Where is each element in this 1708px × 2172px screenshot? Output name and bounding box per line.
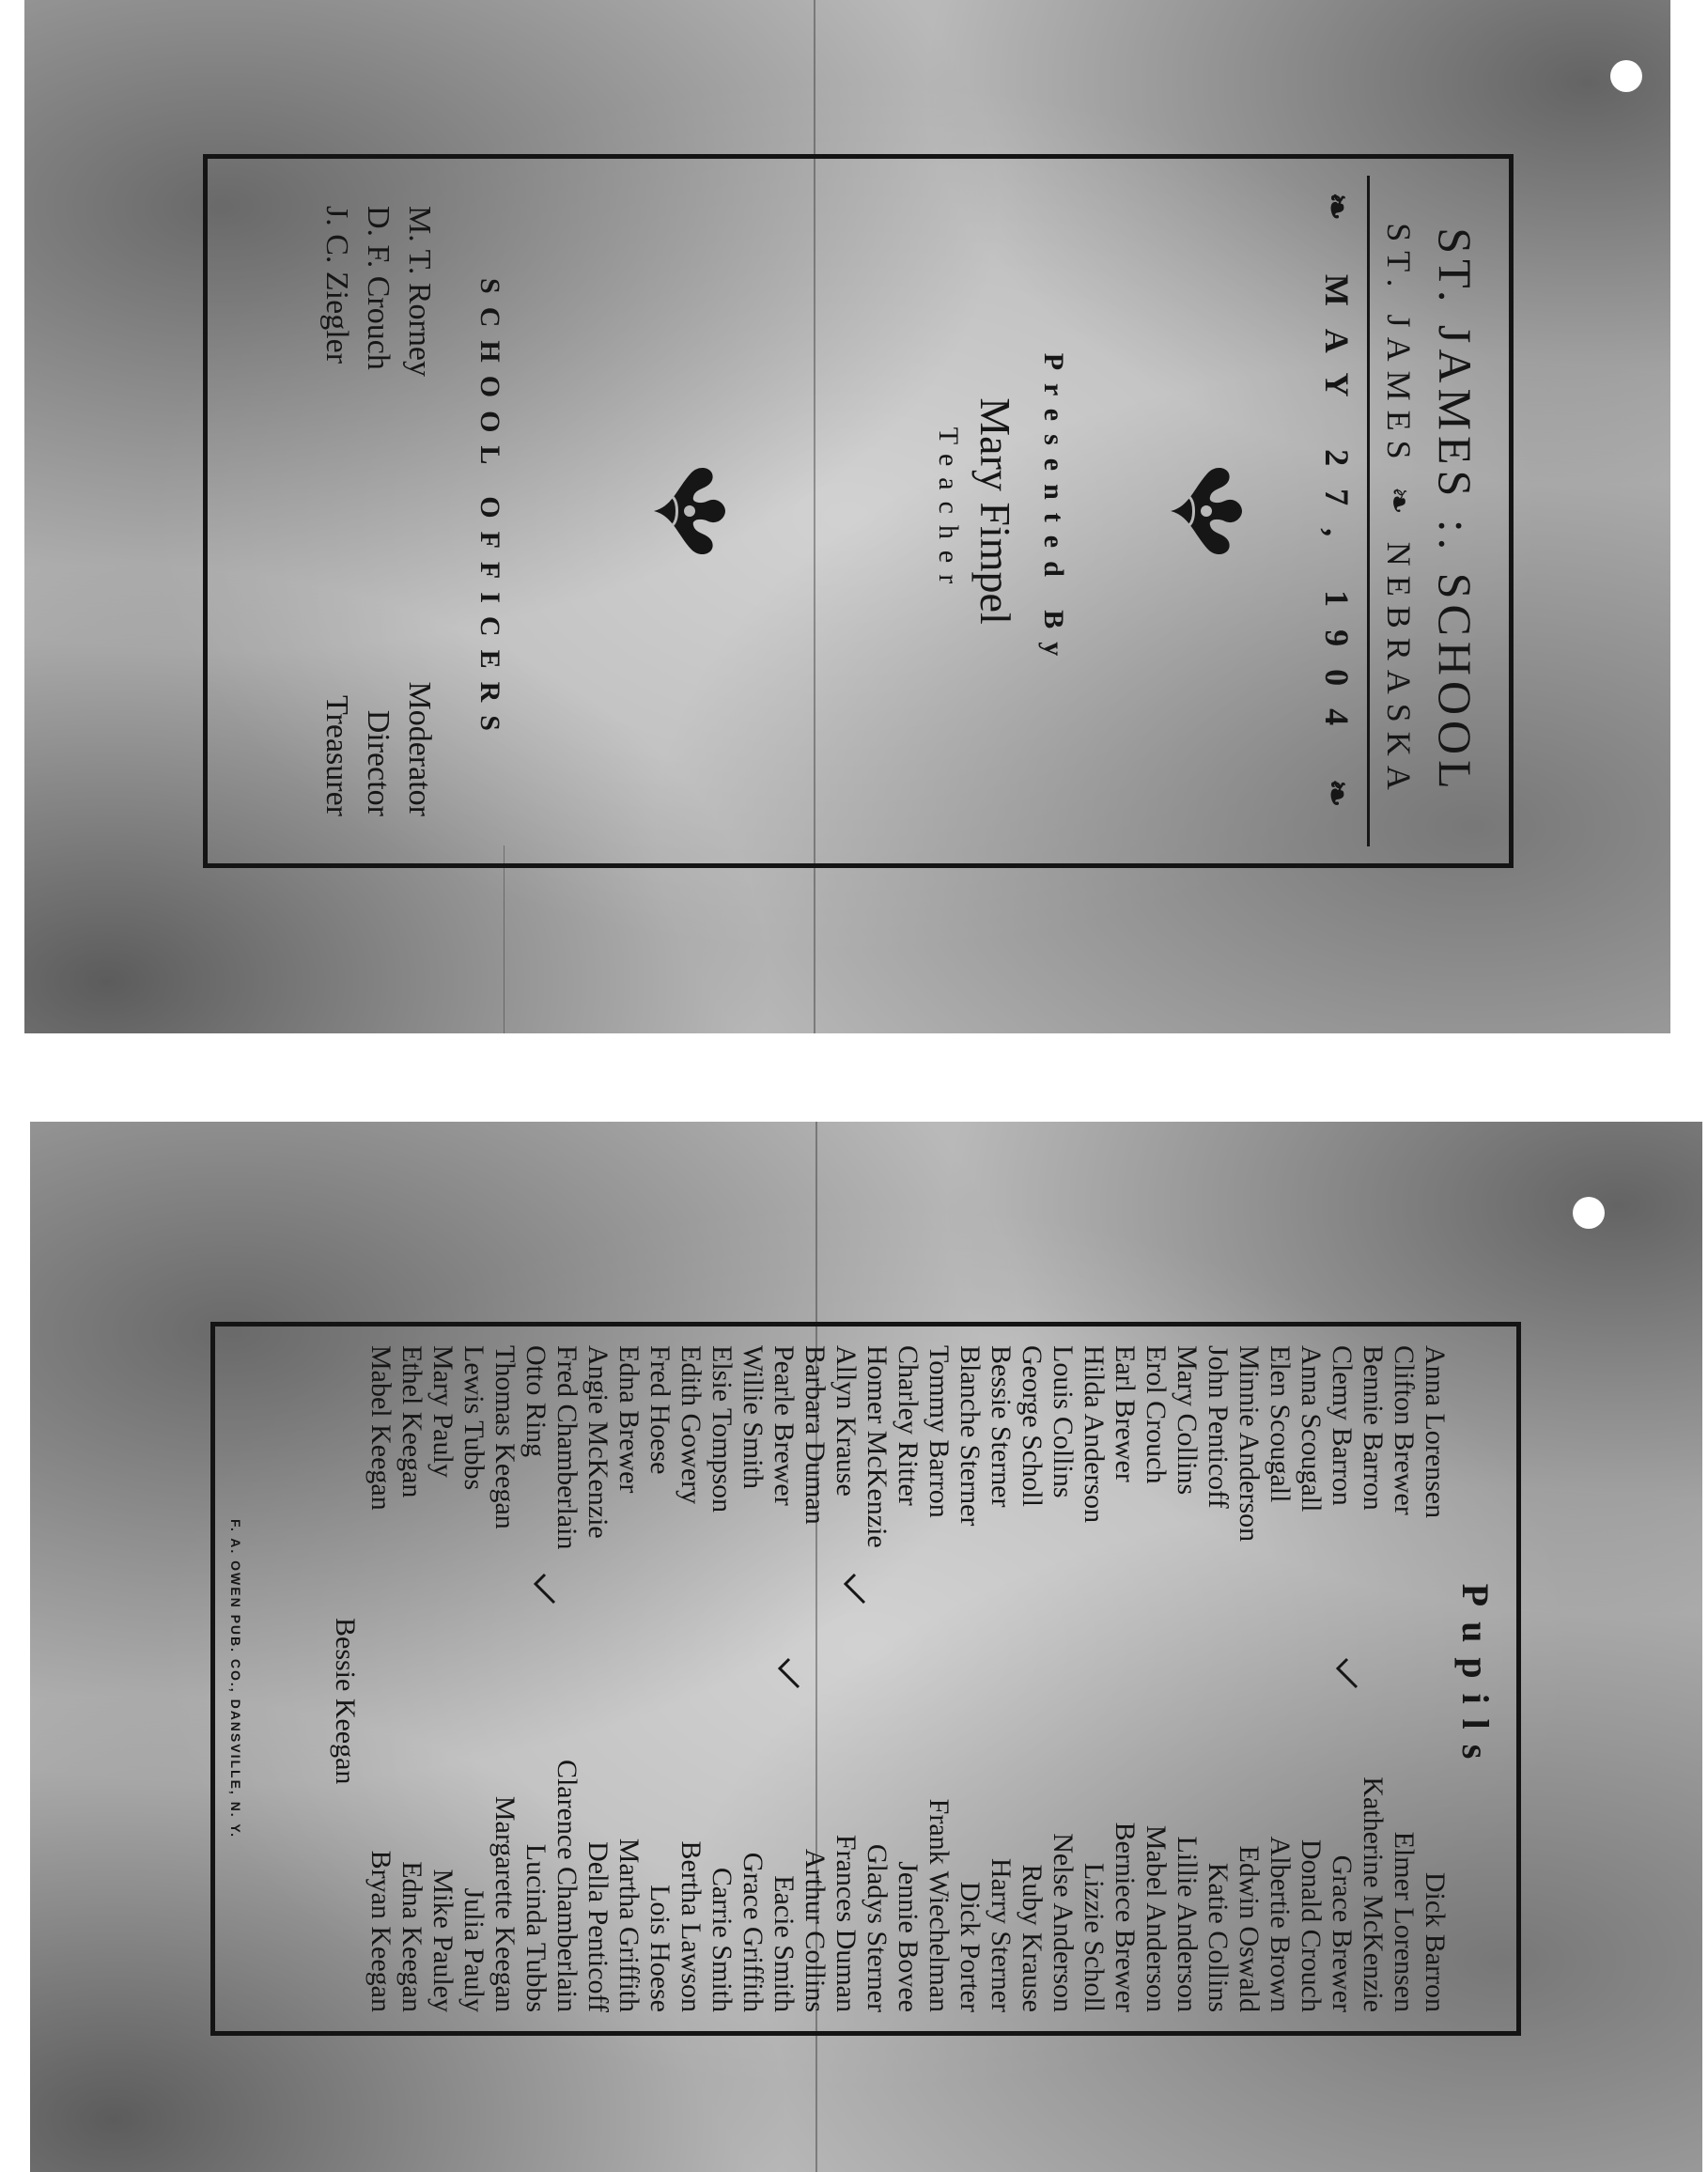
checkmark-icon — [844, 1573, 866, 1605]
tear-mark — [504, 846, 505, 1033]
pupil-name: Thomas Keegan — [489, 1345, 520, 1529]
school-title: ST. JAMES :. SCHOOL — [1429, 227, 1482, 795]
pupil-name: Harry Sterner — [986, 1857, 1017, 2012]
pupil-name: Grace Brewer — [1327, 1854, 1358, 2012]
pupil-name: Lucinda Tubbs — [520, 1843, 551, 2012]
officers-heading: SCHOOL OFFICERS — [474, 278, 505, 744]
pupil-name: Bertha Lawson — [675, 1840, 706, 2012]
teacher-label: Teacher — [933, 427, 964, 596]
officer-role: Treasurer — [319, 694, 354, 816]
pupil-name: Otto Ring — [520, 1345, 551, 1458]
pupil-name: Martha Griffith — [613, 1838, 644, 2012]
pupil-name: Clarence Chamberlain — [551, 1759, 582, 2012]
pupil-name: Blanche Sterner — [955, 1345, 986, 1527]
officer-row — [359, 206, 396, 816]
pupils-content — [215, 1326, 1516, 2031]
pupil-name: Dick Barron — [1420, 1871, 1451, 2012]
pupil-name: Tommy Barron — [924, 1345, 955, 1518]
pupil-name: Katie Collins — [1203, 1862, 1234, 2012]
program-cover-page — [24, 0, 1670, 1033]
pupil-name: Della Penticoff — [582, 1841, 613, 2012]
pupil-name: Frances Duman — [831, 1834, 862, 2012]
pupil-name: Dick Porter — [955, 1881, 986, 2012]
officer-name: D. F. Crouch — [361, 206, 396, 370]
pupil-name: Katherine McKenzie — [1358, 1776, 1389, 2012]
pupil-name: Bennie Barron — [1358, 1345, 1389, 1511]
pupil-name: Clifton Brewer — [1389, 1345, 1420, 1515]
pupil-name: Allyn Krause — [831, 1345, 862, 1497]
pupil-name: Edith Gowery — [675, 1345, 706, 1505]
pupil-name: Lewis Tubbs — [458, 1345, 489, 1491]
pupil-name: Elen Scougall — [1265, 1345, 1296, 1503]
pupil-name: Edwin Oswald — [1234, 1845, 1265, 2012]
officer-row — [318, 206, 355, 816]
pupil-name: Grace Griffith — [738, 1852, 769, 2012]
checkmark-icon — [778, 1657, 800, 1689]
pupil-name: Margarette Keegan — [489, 1795, 520, 2012]
pupil-name: Willie Smith — [738, 1345, 769, 1489]
officer-role: Director — [361, 709, 396, 816]
cover-content — [208, 159, 1509, 863]
pupils-list-right — [365, 1674, 1451, 2012]
pupil-name: Mike Pauley — [427, 1869, 458, 2012]
pupil-name: Anna Lorensen — [1420, 1345, 1451, 1519]
pupil-name: Fred Chamberlain — [551, 1345, 582, 1550]
pupils-list-left — [365, 1345, 1451, 1721]
pupil-name: Mabel Keegan — [365, 1345, 396, 1511]
pupil-name: Lillie Anderson — [1172, 1836, 1203, 2012]
pupil-name: Ethel Keegan — [396, 1345, 427, 1498]
pupil-name: Bessie Sterner — [986, 1345, 1017, 1508]
pupil-name-extra: Bessie Keegan — [330, 1618, 361, 1785]
pupil-name: Anna Scougall — [1296, 1345, 1327, 1513]
pupils-border — [210, 1322, 1521, 2036]
checkmark-icon — [534, 1573, 556, 1605]
checkmark-icon — [1336, 1657, 1359, 1689]
pupils-heading: Pupils — [1454, 1583, 1497, 1775]
program-pupils-page — [30, 1122, 1702, 2172]
fleur-ornament-icon — [648, 459, 729, 563]
pupil-name: Homer McKenzie — [862, 1345, 893, 1548]
pupil-name: Jennie Bovee — [893, 1861, 924, 2012]
pupil-name: Berniece Brewer — [1110, 1822, 1141, 2012]
pupil-name: Julia Pauly — [458, 1887, 489, 2012]
pupil-name: Edna Brewer — [613, 1345, 644, 1494]
pupil-name: Elsie Tompson — [706, 1345, 738, 1513]
pupil-name: George Scholl — [1017, 1345, 1048, 1507]
presented-by-label: Presented By — [1038, 352, 1069, 670]
pupil-name: Hilda Anderson — [1079, 1345, 1110, 1524]
pupil-name: Bryan Keegan — [365, 1850, 396, 2012]
officer-role: Moderator — [402, 681, 437, 816]
pupil-name: Donald Crouch — [1296, 1838, 1327, 2012]
officer-name: M. T. Rorney — [402, 206, 437, 377]
punch-hole — [1573, 1197, 1605, 1229]
pupil-name: Charley Ritter — [893, 1345, 924, 1506]
pupil-name: Mabel Anderson — [1141, 1824, 1172, 2012]
pupil-name: Clemy Barron — [1327, 1345, 1358, 1506]
pupil-name: Erol Crouch — [1141, 1345, 1172, 1484]
pupil-name: Arthur Collins — [800, 1848, 831, 2012]
pupil-name: Fred Hoese — [644, 1345, 675, 1475]
pupil-name: Barbara Duman — [800, 1345, 831, 1525]
officer-name: J. C. Ziegler — [319, 206, 354, 365]
pupil-name: Carrie Smith — [706, 1867, 738, 2012]
pupil-name: Frank Wiechelman — [924, 1798, 955, 2012]
fleur-ornament-icon — [1165, 459, 1246, 563]
pupil-name: Lois Hoese — [644, 1885, 675, 2012]
pupil-name: Lizzie Scholl — [1079, 1862, 1110, 2012]
teacher-name: Mary Fimpel — [971, 397, 1019, 625]
pupil-name: John Penticoff — [1203, 1345, 1234, 1509]
publisher-imprint: F. A. OWEN PUB. CO., DANSVILLE, N. Y. — [228, 1518, 243, 1839]
pupil-name: Gladys Sterner — [862, 1843, 893, 2012]
cover-border — [203, 154, 1514, 868]
pupil-name: Eacie Smith — [769, 1875, 800, 2012]
pupil-name: Louis Collins — [1048, 1345, 1079, 1498]
officer-row — [400, 206, 438, 816]
pupil-name: Elmer Lorensen — [1389, 1831, 1420, 2012]
pupil-name: Minnie Anderson — [1234, 1345, 1265, 1543]
school-location: ST. JAMES ❧ NEBRASKA — [1380, 223, 1418, 799]
punch-hole — [1610, 60, 1642, 92]
pupil-name: Nelse Anderson — [1048, 1833, 1079, 2012]
divider-line — [1367, 176, 1370, 846]
pupil-name: Angie McKenzie — [582, 1345, 613, 1539]
pupil-name: Mary Pauly — [427, 1345, 458, 1478]
pupil-name: Mary Collins — [1172, 1345, 1203, 1496]
program-date: ❧ MAY 27, 1904 ❧ — [1318, 192, 1356, 830]
pupil-name: Ruby Krause — [1017, 1864, 1048, 2012]
pupil-name: Edna Keegan — [396, 1861, 427, 2012]
pupil-name: Earl Brewer — [1110, 1345, 1141, 1482]
pupil-name: Albertie Brown — [1265, 1836, 1296, 2012]
pupil-name: Pearle Brewer — [769, 1345, 800, 1506]
